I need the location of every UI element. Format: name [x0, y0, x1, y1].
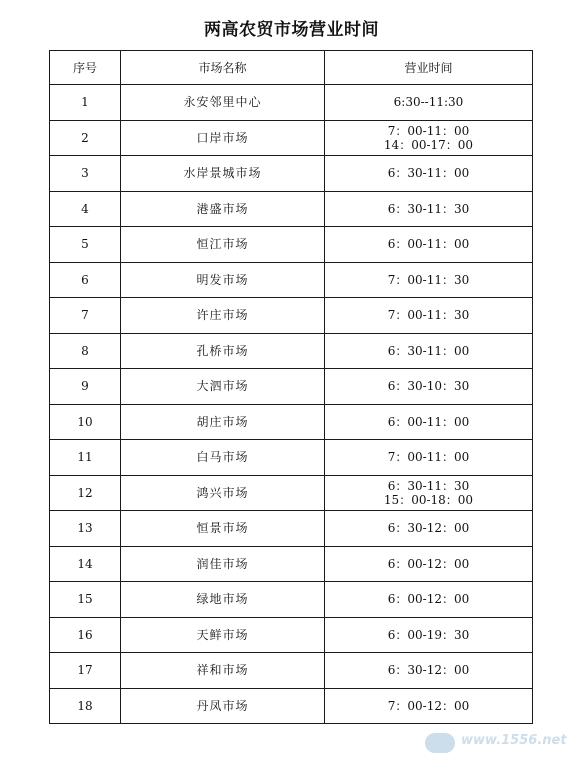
- cell-serial-number: 3: [50, 156, 121, 192]
- cell-business-hours: [325, 191, 533, 227]
- business-hours-line: 6:30--11:30: [393, 95, 464, 110]
- table-row: [50, 546, 533, 582]
- table-row: [50, 404, 533, 440]
- cell-serial-number: 6: [50, 262, 121, 298]
- business-hours-line: 6：30-11：00: [387, 166, 470, 181]
- cell-market-name: 润佳市场: [121, 546, 325, 582]
- cell-market-name: 许庄市场: [121, 298, 325, 334]
- cell-serial-number: 4: [50, 191, 121, 227]
- table-row: [50, 369, 533, 405]
- cell-market-name: 丹凤市场: [121, 688, 325, 724]
- cell-market-name: 天鲜市场: [121, 617, 325, 653]
- table-row: [50, 85, 533, 121]
- cell-serial-number: 2: [50, 120, 121, 156]
- cell-business-hours: [325, 262, 533, 298]
- table-row: [50, 333, 533, 369]
- business-hours-line: 7：00-11：00: [387, 123, 470, 138]
- cell-serial-number: 8: [50, 333, 121, 369]
- table-row: [50, 227, 533, 263]
- cell-business-hours: [325, 156, 533, 192]
- business-hours-line: 6：30-11：30: [387, 478, 470, 493]
- site-watermark: [425, 733, 575, 755]
- table-row: [50, 617, 533, 653]
- business-hours-line: 7：00-11：00: [387, 450, 470, 465]
- business-hours-line: 6：00-11：00: [387, 414, 470, 429]
- cell-market-name: 港盛市场: [121, 191, 325, 227]
- business-hours-line: 14：00-17：00: [383, 137, 474, 152]
- cell-market-name: 大泗市场: [121, 369, 325, 405]
- cell-business-hours: [325, 511, 533, 547]
- cell-market-name: 胡庄市场: [121, 404, 325, 440]
- table-body: [50, 85, 533, 724]
- table-header-row: [50, 51, 533, 85]
- table-row: [50, 440, 533, 476]
- cell-business-hours: [325, 617, 533, 653]
- cell-serial-number: 16: [50, 617, 121, 653]
- cell-market-name: 口岸市场: [121, 120, 325, 156]
- cell-market-name: 明发市场: [121, 262, 325, 298]
- cell-serial-number: 17: [50, 653, 121, 689]
- cell-serial-number: 14: [50, 546, 121, 582]
- cell-business-hours: [325, 440, 533, 476]
- business-hours-line: 6：00-12：00: [387, 556, 470, 571]
- cell-market-name: 绿地市场: [121, 582, 325, 618]
- business-hours-line: 6：30-11：00: [387, 343, 470, 358]
- business-hours-line: 6：30-11：30: [387, 201, 470, 216]
- watermark-logo-icon: [425, 733, 455, 753]
- table-row: [50, 156, 533, 192]
- table-row: [50, 653, 533, 689]
- business-hours-line: 7：00-11：30: [387, 308, 470, 323]
- business-hours-line: 6：00-19：30: [387, 627, 470, 642]
- cell-business-hours: [325, 688, 533, 724]
- business-hours-line: 7：00-11：30: [387, 272, 470, 287]
- cell-business-hours: [325, 653, 533, 689]
- table-row: [50, 582, 533, 618]
- cell-serial-number: 5: [50, 227, 121, 263]
- cell-market-name: 永安邻里中心: [121, 85, 325, 121]
- table-row: [50, 475, 533, 511]
- business-hours-line: 6：00-11：00: [387, 237, 470, 252]
- business-hours-line: 6：00-12：00: [387, 592, 470, 607]
- cell-business-hours: [325, 582, 533, 618]
- cell-market-name: 恒景市场: [121, 511, 325, 547]
- table-row: [50, 688, 533, 724]
- cell-business-hours: [325, 546, 533, 582]
- header-serial-number: 序号: [50, 51, 121, 85]
- cell-business-hours: [325, 475, 533, 511]
- cell-serial-number: 11: [50, 440, 121, 476]
- cell-business-hours: [325, 333, 533, 369]
- header-business-hours: 营业时间: [325, 51, 533, 85]
- watermark-text: www.1556.net: [461, 733, 567, 748]
- cell-business-hours: [325, 120, 533, 156]
- cell-business-hours: [325, 298, 533, 334]
- business-hours-line: 7：00-12：00: [387, 698, 470, 713]
- cell-market-name: 孔桥市场: [121, 333, 325, 369]
- table-row: [50, 120, 533, 156]
- cell-business-hours: [325, 85, 533, 121]
- market-hours-table: [49, 50, 533, 724]
- cell-serial-number: 15: [50, 582, 121, 618]
- cell-business-hours: [325, 369, 533, 405]
- cell-market-name: 恒江市场: [121, 227, 325, 263]
- page-title: 两高农贸市场营业时间: [204, 20, 379, 40]
- table-row: [50, 511, 533, 547]
- cell-market-name: 祥和市场: [121, 653, 325, 689]
- table-row: [50, 298, 533, 334]
- cell-serial-number: 12: [50, 475, 121, 511]
- business-hours-line: 15：00-18：00: [383, 492, 474, 507]
- cell-serial-number: 10: [50, 404, 121, 440]
- business-hours-line: 6：30-12：00: [387, 521, 470, 536]
- header-market-name: 市场名称: [121, 51, 325, 85]
- table-row: [50, 262, 533, 298]
- cell-business-hours: [325, 404, 533, 440]
- cell-serial-number: 9: [50, 369, 121, 405]
- cell-serial-number: 1: [50, 85, 121, 121]
- cell-serial-number: 7: [50, 298, 121, 334]
- cell-business-hours: [325, 227, 533, 263]
- business-hours-line: 6：30-12：00: [387, 663, 470, 678]
- cell-market-name: 鸿兴市场: [121, 475, 325, 511]
- cell-serial-number: 18: [50, 688, 121, 724]
- cell-market-name: 水岸景城市场: [121, 156, 325, 192]
- cell-market-name: 白马市场: [121, 440, 325, 476]
- cell-serial-number: 13: [50, 511, 121, 547]
- business-hours-line: 6：30-10：30: [387, 379, 470, 394]
- table-row: [50, 191, 533, 227]
